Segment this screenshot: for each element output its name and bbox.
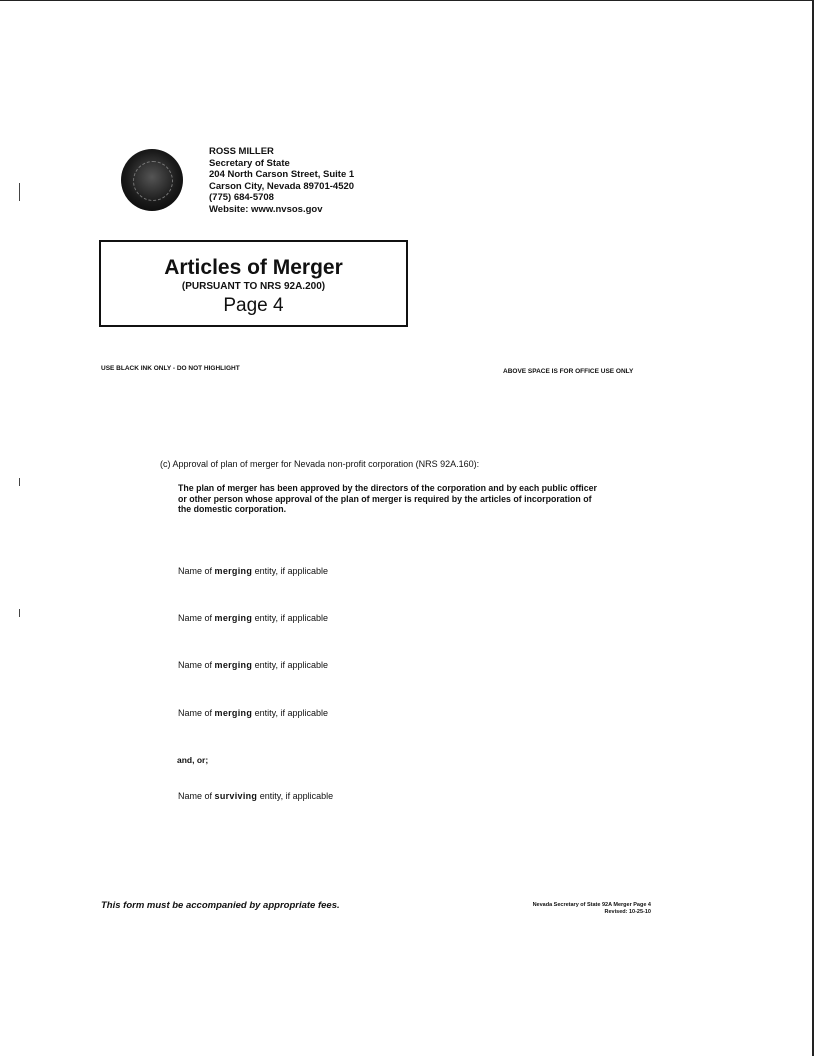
and-or-connector: and, or; <box>177 755 209 765</box>
secretary-title: Secretary of State <box>209 157 290 169</box>
form-page-number: Page 4 <box>223 295 284 316</box>
merging-entity-line-3 <box>178 660 328 670</box>
surviving-entity-line <box>178 791 333 801</box>
scan-speck <box>19 609 20 617</box>
merging-entity-line-4 <box>178 708 328 718</box>
entity-label-suffix: entity, if applicable <box>257 791 334 801</box>
form-title-box <box>99 240 408 327</box>
fees-notice: This form must be accompanied by appropriate fees. <box>101 900 340 911</box>
entity-label-prefix: Name of <box>178 708 215 718</box>
entity-label-prefix: Name of <box>178 613 215 623</box>
address-line-2: Carson City, Nevada 89701-4520 <box>209 180 355 192</box>
phone-number: (775) 684-5708 <box>209 192 274 204</box>
page-border-top <box>0 0 814 1</box>
entity-label-prefix: Name of <box>178 791 215 801</box>
merging-entity-line-2 <box>178 613 328 623</box>
entity-label-keyword: surviving <box>214 791 258 801</box>
section-c-heading: (c) Approval of plan of merger for Nevada non-profit corporation (NRS 92A.160): <box>160 459 480 469</box>
secretary-of-state-header <box>209 146 354 216</box>
scan-speck <box>19 478 20 486</box>
revised-date: Revised: 10-25-10 <box>604 909 651 915</box>
entity-label-keyword: merging <box>214 708 253 718</box>
merging-entity-line-1 <box>178 566 328 576</box>
website: Website: www.nvsos.gov <box>209 203 323 215</box>
entity-label-suffix: entity, if applicable <box>252 566 329 576</box>
scan-speck <box>19 183 20 201</box>
entity-label-keyword: merging <box>214 566 253 576</box>
form-statute: (PURSUANT TO NRS 92A.200) <box>181 281 326 292</box>
form-title: Articles of Merger <box>164 256 343 279</box>
entity-label-prefix: Name of <box>178 566 215 576</box>
ink-instruction: USE BLACK INK ONLY - DO NOT HIGHLIGHT <box>101 365 240 372</box>
nevada-state-seal-icon <box>121 149 183 211</box>
address-line-1: 204 North Carson Street, Suite 1 <box>209 169 355 181</box>
entity-label-keyword: merging <box>214 613 253 623</box>
entity-label-suffix: entity, if applicable <box>252 708 329 718</box>
entity-label-suffix: entity, if applicable <box>252 613 329 623</box>
form-identifier <box>497 902 651 916</box>
entity-label-suffix: entity, if applicable <box>252 660 329 670</box>
section-c-body: The plan of merger has been approved by the directors of the corporation and by each public officer or other person whose approval of the plan of merger is required by the articles of incorporation of the domestic corporation. <box>178 483 597 515</box>
office-use-note: ABOVE SPACE IS FOR OFFICE USE ONLY <box>503 368 634 375</box>
entity-label-prefix: Name of <box>178 660 215 670</box>
seal-emblem <box>133 161 173 201</box>
secretary-name: ROSS MILLER <box>209 146 274 157</box>
form-id-text: Nevada Secretary of State 92A Merger Page 4 <box>532 902 651 908</box>
entity-label-keyword: merging <box>214 660 253 670</box>
